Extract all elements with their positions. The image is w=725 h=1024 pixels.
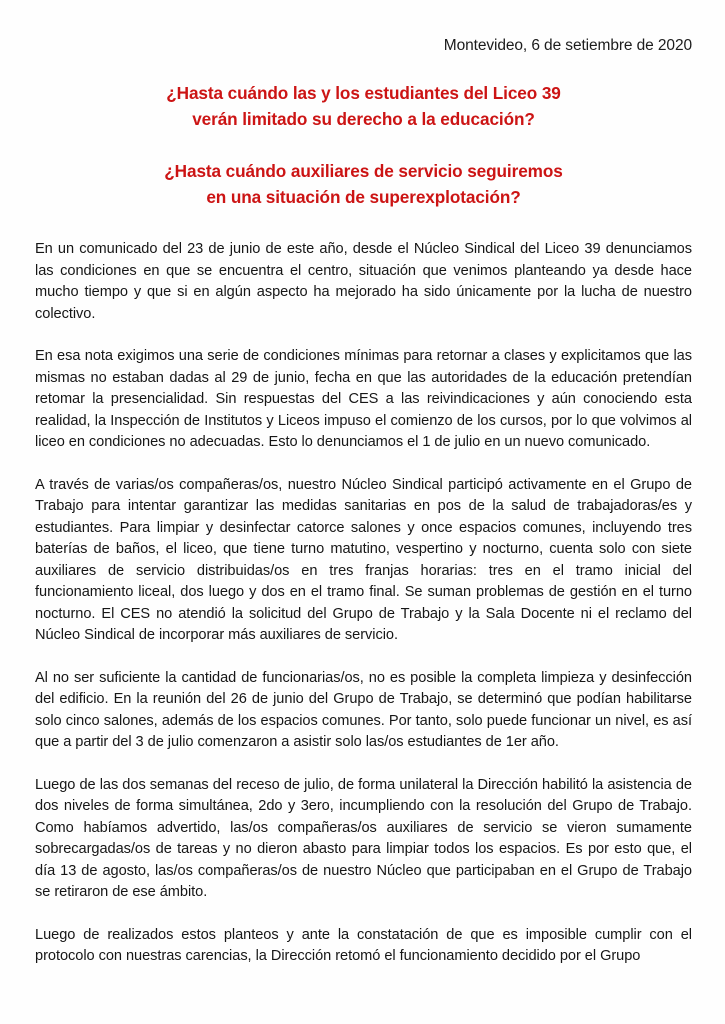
secondary-heading-line1: ¿Hasta cuándo auxiliares de servicio seguiremos: [164, 161, 563, 181]
main-heading-line2: verán limitado su derecho a la educación?: [192, 109, 535, 129]
main-heading-line1: ¿Hasta cuándo las y los estudiantes del Liceo 39: [166, 83, 561, 103]
paragraph-1: En un comunicado del 23 de junio de este año, desde el Núcleo Sindical del Liceo 39 denunciamos las condiciones en que se encuentra el centro, situación que venimos planteando ya desde hace mucho tiempo y que si en algún aspecto ha mejorado ha sido únicamente por la lucha de nuestro colectivo.: [35, 241, 692, 322]
paragraph-5: Luego de las dos semanas del receso de julio, de forma unilateral la Dirección habilitó la asistencia de dos niveles de forma simultánea, 2do y 3ero, incumpliendo con la resolución del Grupo de Trabajo. Como habíamos advertido, las/os compañeras/os auxiliares de servicio se vieron sumamente sobrecargadas/os de tareas y no dieron abasto para limpiar todos los espacios. Es por esto que, el día 13 de agosto, las/os compañeras/os de nuestro Núcleo que participaban en el Grupo de Trabajo se retiraron de ese ámbito.: [35, 776, 692, 900]
document-body: [35, 239, 692, 968]
paragraph-2: En esa nota exigimos una serie de condiciones mínimas para retornar a clases y explicitamos que las mismas no estaban dadas al 29 de junio, fecha en que las autoridades de la educación pretendían retomar la presencialidad. Sin respuestas del CES a las reivindicaciones y aún conociendo esta realidad, la Inspección de Institutos y Liceos impuso el comienzo de los cursos, por lo que volvimos al liceo en condiciones no adecuadas. Esto lo denunciamos el 1 de julio en un nuevo comunicado.: [35, 348, 692, 450]
paragraph-6: Luego de realizados estos planteos y ante la constatación de que es imposible cumplir con el protocolo con nuestras carencias, la Dirección retomó el funcionamiento decidido por el Grupo: [35, 926, 692, 964]
main-heading: [35, 80, 692, 132]
secondary-heading-line2: en una situación de superexplotación?: [206, 187, 521, 207]
secondary-heading: [35, 158, 692, 210]
paragraph-4: Al no ser suficiente la cantidad de funcionarias/os, no es posible la completa limpieza y desinfección del edificio. En la reunión del 26 de junio del Grupo de Trabajo, se determinó que podían habilitarse solo cinco salones, además de los espacios comunes. Por tanto, solo puede funcionar un nivel, es así que a partir del 3 de julio comenzaron a asistir solo las/os estudiantes de 1er año.: [35, 669, 692, 750]
paragraph-3: A través de varias/os compañeras/os, nuestro Núcleo Sindical participó activamente en el Grupo de Trabajo para intentar garantizar las medidas sanitarias en pos de la salud de trabajadoras/es y estudiantes. Para limpiar y desinfectar catorce salones y once espacios comunes, incluyendo tres baterías de baños, el liceo, que tiene turno matutino, vespertino y nocturno, cuenta solo con siete auxiliares de servicio distribuidas/os en tres franjas horarias: tres en el tramo inicial del funcionamiento liceal, dos luego y dos en el tramo final. Se suman problemas de gestión en el turno nocturno. El CES no atendió la solicitud del Grupo de Trabajo y la Sala Docente ni el reclamo del Núcleo Sindical de incorporar más auxiliares de servicio.: [35, 476, 692, 643]
date-line: Montevideo, 6 de setiembre de 2020: [443, 37, 692, 54]
